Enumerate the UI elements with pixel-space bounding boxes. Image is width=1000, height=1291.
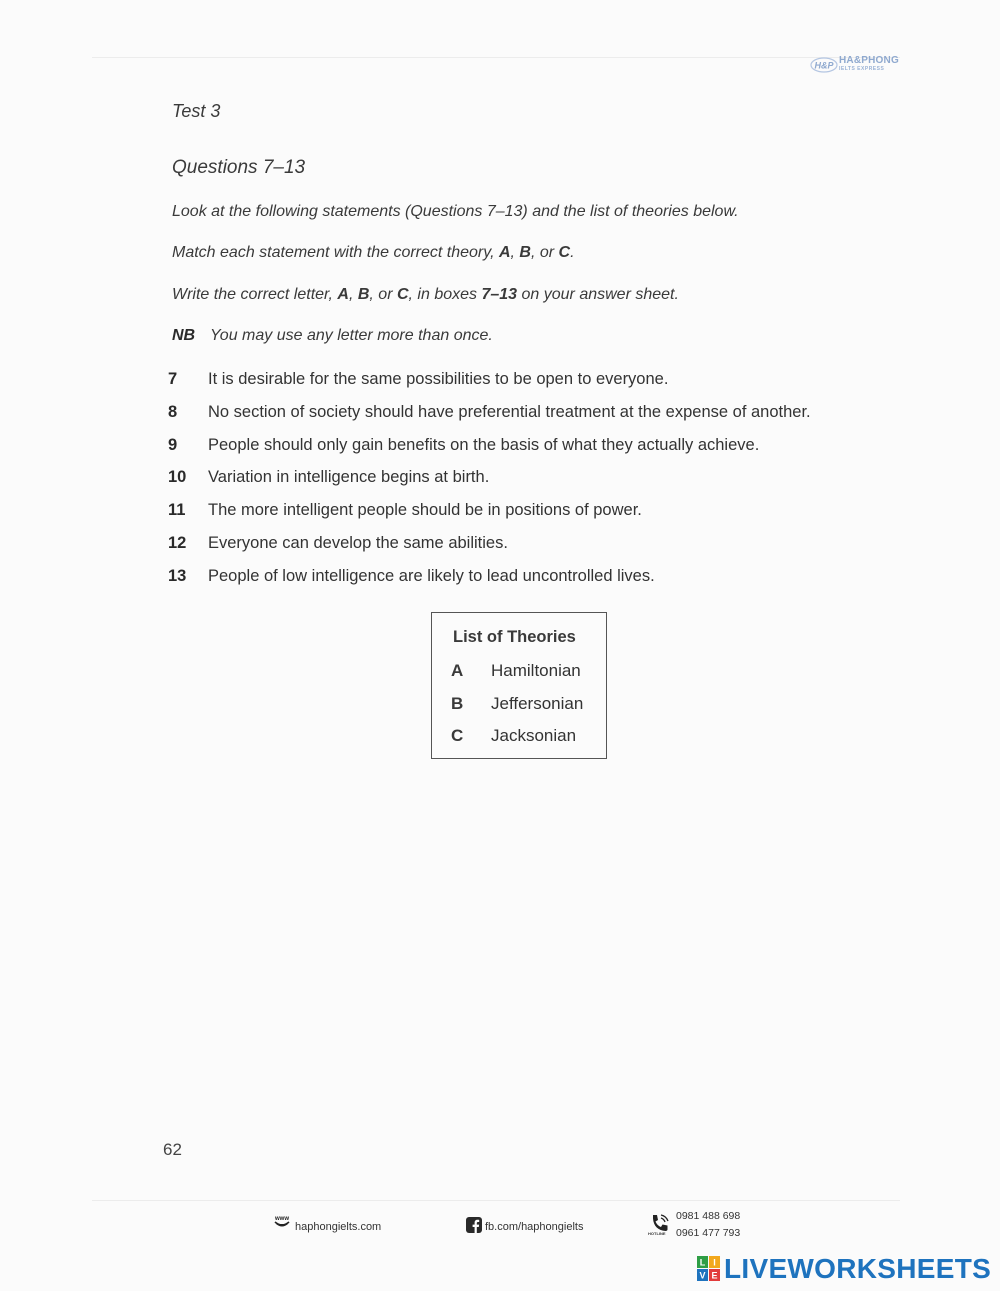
statement-text: People should only gain benefits on the basis of what they actually achieve. (208, 436, 760, 454)
page-number: 62 (163, 1140, 182, 1159)
facebook-icon (466, 1217, 482, 1233)
statement-text: People of low intelligence are likely to lead uncontrolled lives. (208, 567, 655, 585)
nb-note (172, 327, 493, 345)
instruction-text: Match each statement with the correct theory, (172, 244, 499, 261)
block-letter: I (713, 1257, 716, 1268)
instruction-text: . (570, 244, 575, 261)
statement-number: 10 (168, 468, 187, 486)
statement-text: No section of society should have preferential treatment at the expense of another. (208, 403, 811, 421)
theory-letter: A (451, 661, 464, 680)
separator: , (510, 244, 520, 261)
nb-text: You may use any letter more than once. (210, 327, 493, 344)
block-letter: E (711, 1270, 718, 1281)
brand-name: HA&PHONG (839, 55, 899, 66)
footer-facebook[interactable]: fb.com/haphongielts (485, 1221, 584, 1233)
theory-row (451, 694, 583, 714)
statement-row (168, 436, 759, 455)
statement-row (168, 534, 508, 553)
globe-icon (272, 1214, 292, 1230)
statement-row (168, 403, 811, 422)
theory-row (451, 661, 581, 681)
option-letter: B (519, 244, 531, 261)
liveworksheets-brand: LIVEWORKSHEETS (724, 1253, 992, 1284)
statement-number: 12 (168, 534, 187, 552)
option-letter: C (396, 286, 409, 303)
statement-number: 7 (168, 370, 178, 388)
instruction-line-2 (172, 244, 575, 262)
theories-title: List of Theories (453, 628, 576, 646)
statement-row (168, 501, 642, 520)
separator: , or (369, 286, 397, 303)
statement-row (168, 468, 489, 487)
theory-name: Jeffersonian (491, 694, 584, 713)
brand-subtitle: IELTS EXPRESS (839, 66, 885, 72)
block-letter: L (699, 1257, 706, 1268)
theory-letter: C (451, 726, 464, 745)
statement-row (168, 370, 668, 389)
header-divider (92, 57, 900, 58)
nb-label: NB (172, 327, 196, 344)
footer-divider (92, 1200, 900, 1201)
statement-number: 13 (168, 567, 187, 585)
statement-number: 11 (168, 501, 186, 519)
option-letter: A (337, 286, 349, 303)
questions-title: Questions 7–13 (172, 157, 306, 178)
box-range: 7–13 (481, 286, 518, 303)
option-letter: C (558, 244, 571, 261)
footer-phone-1[interactable]: 0981 488 698 (676, 1210, 741, 1222)
instruction-text: , in boxes (408, 286, 482, 303)
statement-text: The more intelligent people should be in positions of power. (208, 501, 642, 519)
statement-text: Everyone can develop the same abilities. (208, 534, 508, 552)
logo-mark-text: H&P (814, 60, 834, 71)
statement-text: It is desirable for the same possibilities to be open to everyone. (208, 370, 669, 388)
theories-box (431, 612, 607, 759)
separator: , or (530, 244, 559, 261)
option-letter: B (357, 286, 370, 303)
footer-website[interactable]: haphongielts.com (295, 1221, 382, 1233)
block-letter: V (699, 1270, 706, 1281)
statement-number: 9 (168, 436, 178, 454)
instruction-text: on your answer sheet. (517, 286, 679, 303)
test-label: Test 3 (172, 101, 221, 121)
hotline-label: HOTLINE (648, 1231, 666, 1236)
statement-text: Variation in intelligence begins at birth. (208, 468, 490, 486)
footer-phone-2[interactable]: 0961 477 793 (676, 1227, 741, 1239)
statement-row (168, 567, 655, 586)
theory-letter: B (451, 694, 464, 713)
instruction-line-3 (172, 286, 679, 304)
hp-logo-icon (810, 56, 838, 74)
theory-row (451, 726, 576, 746)
separator: , (348, 286, 358, 303)
brand-logo (810, 54, 899, 76)
liveworksheets-logo-icon (697, 1256, 721, 1282)
theory-name: Hamiltonian (491, 661, 581, 680)
instruction-text: Write the correct letter, (172, 286, 338, 303)
instruction-line-1: Look at the following statements (Questions 7–13) and the list of theories below. (172, 203, 739, 220)
www-label: www (274, 1216, 290, 1222)
theory-name: Jacksonian (491, 726, 577, 745)
statement-number: 8 (168, 403, 178, 421)
option-letter: A (498, 244, 511, 261)
